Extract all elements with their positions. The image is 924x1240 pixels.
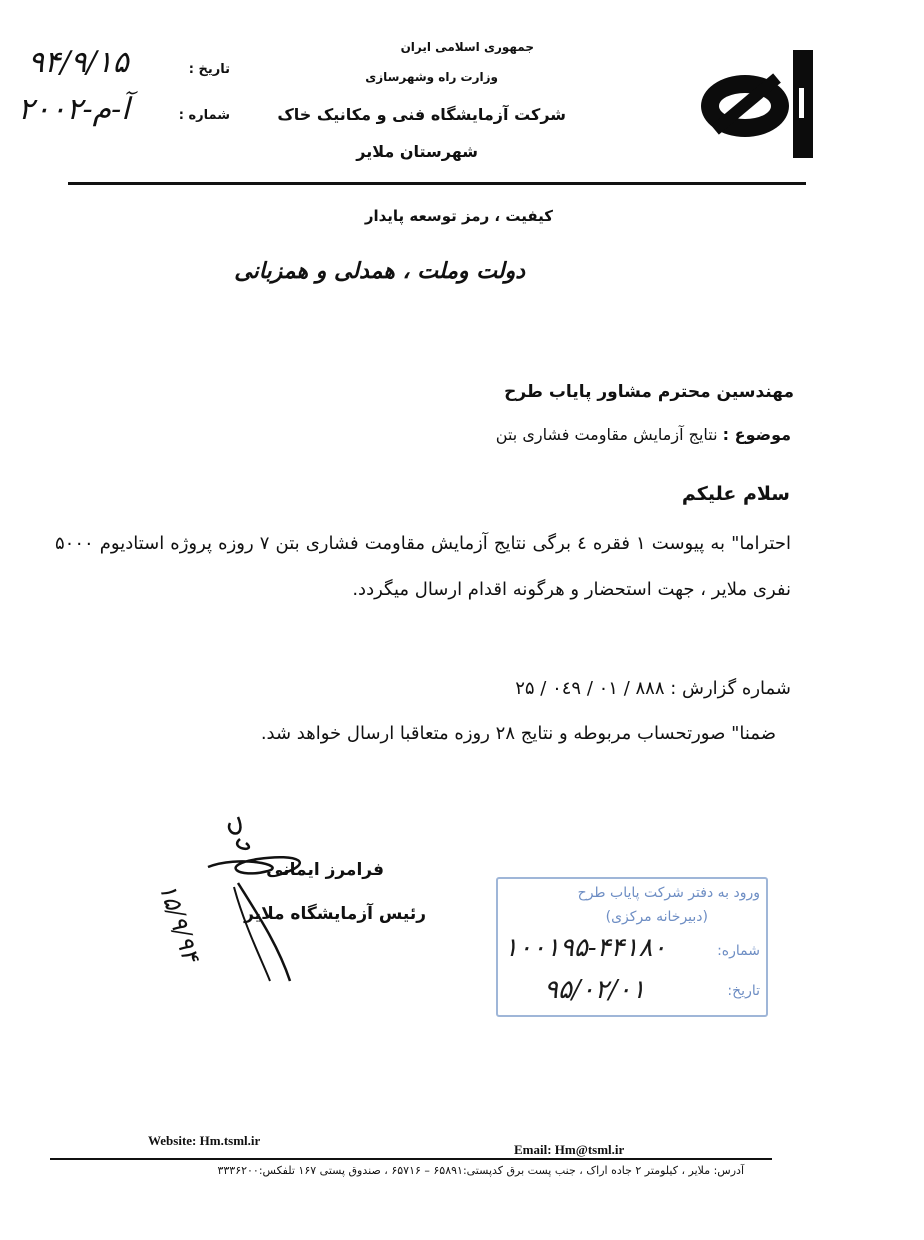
letter-number-value: ۲۰۰۲-آ-م xyxy=(18,92,130,127)
recipient: مهندسین محترم مشاور پایاب طرح xyxy=(504,382,794,402)
date-label: تاریخ : xyxy=(188,62,230,77)
stamp-subtitle: (دبیرخانه مرکزی) xyxy=(605,909,708,925)
city-name: شهرستان ملایر xyxy=(356,142,478,161)
logo-mark-icon xyxy=(693,48,823,163)
footer-website: Website: Hm.tsml.ir xyxy=(148,1133,261,1148)
report-number: شماره گزارش : ۸۸۸ / ۰۱ / ۰٤۹ / ۲۵ xyxy=(515,678,791,699)
stamp-number-value: ۱۰۰۱۹۵-۴۴۱۸۰ xyxy=(504,933,667,963)
slogan: کیفیت ، رمز توسعه پایدار xyxy=(364,207,553,225)
receipt-stamp xyxy=(496,877,768,1017)
stamp-date-value: ۹۵/۰۲/۰۱ xyxy=(544,975,646,1005)
footer-address: آدرس: ملایر ، کیلومتر ۲ جاده اراک ، جنب پست برق کدپستی:۶۵۸۹۱ – ۶۵۷۱۶ ، صندوق پستی ۱۶۷ تلفکس:۳۳۳۶۲۰۰ xyxy=(217,1164,744,1177)
ministry-name: وزارت راه وشهرسازی xyxy=(365,70,498,84)
country-name: جمهوری اسلامی ایران xyxy=(400,40,534,54)
stamp-title: ورود به دفتر شرکت پایاب طرح xyxy=(577,885,760,901)
body-paragraph: احتراما" به پیوست ۱ فقره ٤ برگی نتایج آزمایش مقاومت فشاری بتن ۷ روزه پروژه استادیوم ۵۰۰۰ نفری ملایر ، جهت استحضار و هرگونه اقدام ارسال میگردد. xyxy=(55,533,791,600)
stamp-number-label: شماره: xyxy=(717,943,760,959)
number-label: شماره : xyxy=(178,108,230,123)
company-logo xyxy=(693,48,823,163)
company-name: شرکت آزمایشگاه فنی و مکانیک خاک xyxy=(277,105,566,124)
stamp-date-label: تاریخ: xyxy=(727,983,760,999)
motto: دولت وملت ، همدلی و همزبانی xyxy=(234,258,525,284)
subject-line xyxy=(496,425,791,444)
greeting: سلام علیکم xyxy=(681,483,790,505)
subject-label: موضوع : xyxy=(722,425,791,444)
signatory-name: فرامرز ایمانی xyxy=(266,860,384,880)
subject-text: نتایج آزمایش مقاومت فشاری بتن xyxy=(495,425,718,444)
footer-email: Email: Hm@tsml.ir xyxy=(514,1142,625,1157)
signatory-title: رئیس آزمایشگاه ملایر xyxy=(244,904,426,924)
header-divider xyxy=(68,182,806,185)
date-value: ۹۴/۹/۱۵ xyxy=(28,45,129,80)
footer-divider xyxy=(50,1158,772,1160)
signature-date: ۱۵/۹/۹۴ xyxy=(153,880,205,966)
follow-up-note: ضمنا" صورتحساب مربوطه و نتایج ۲۸ روزه متعاقبا ارسال خواهد شد. xyxy=(260,723,776,744)
letterhead xyxy=(0,0,924,190)
